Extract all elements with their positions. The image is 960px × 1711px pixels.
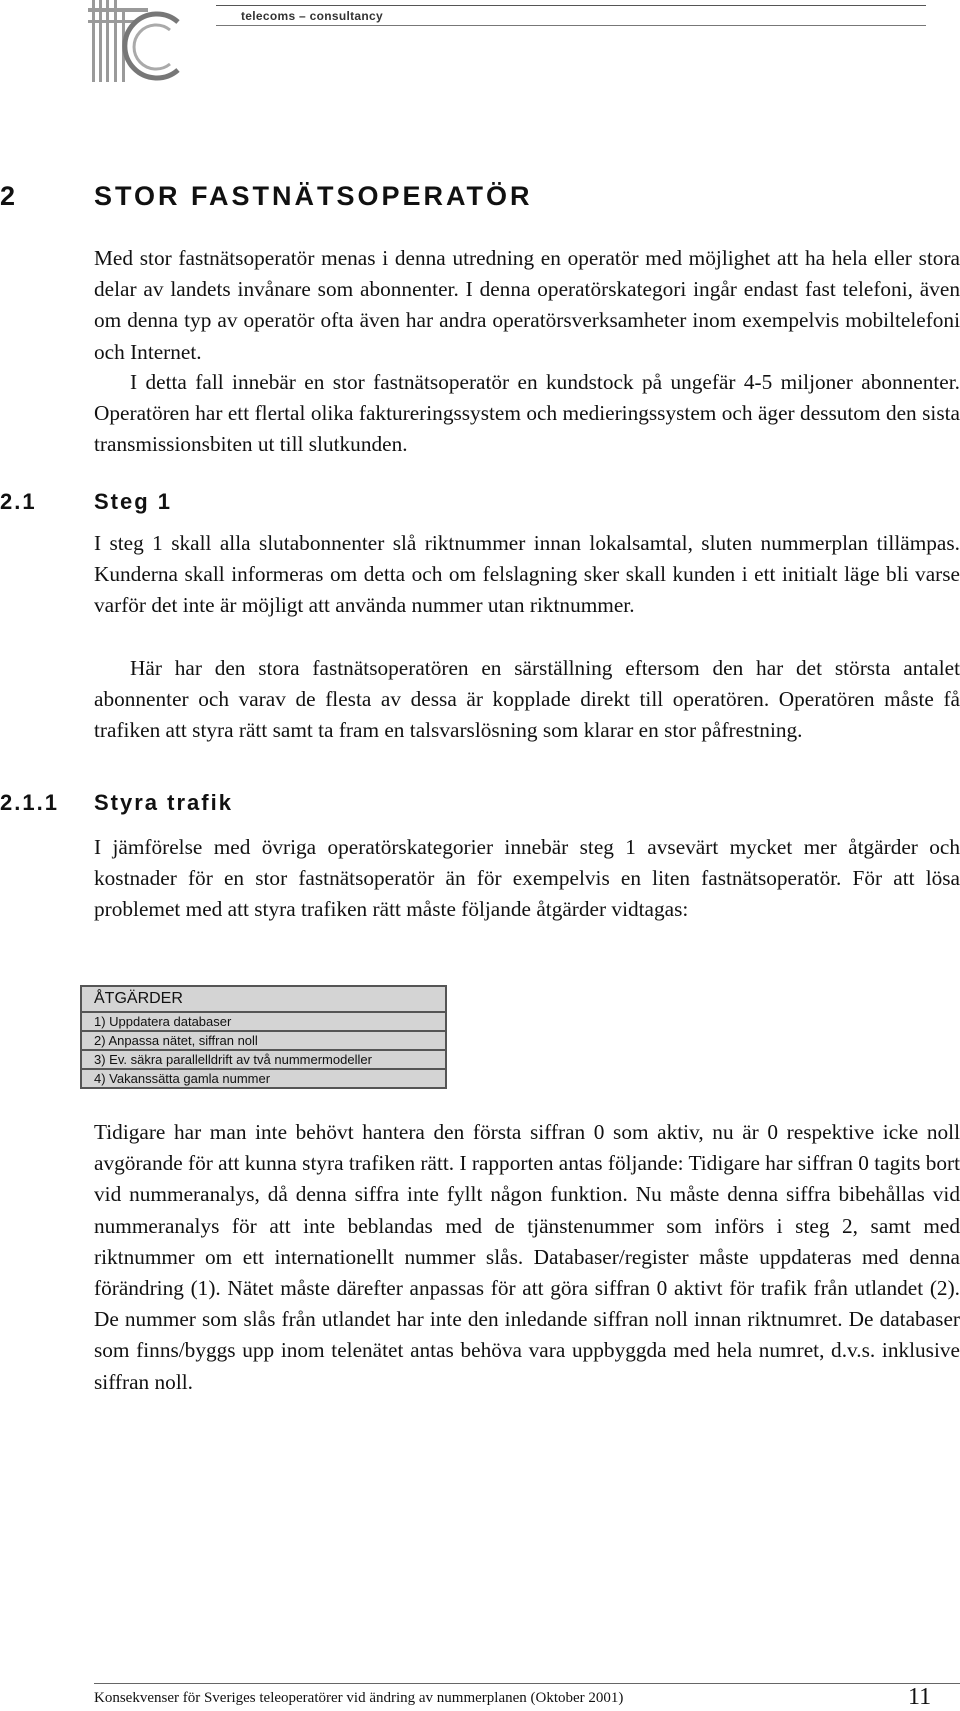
- page-header: [0, 0, 960, 90]
- measures-table-row: 3) Ev. säkra parallelldrift av två nummermodeller: [81, 1050, 446, 1069]
- subsubsection-title: Styra trafik: [94, 790, 233, 815]
- header-rule-bottom: [216, 25, 926, 26]
- company-logo: [88, 0, 186, 82]
- paragraph: Med stor fastnätsoperatör menas i denna utredning en operatör med möjlighet att ha hela eller stora delar av landets invånare som abonnenter. I denna operatörskategori ingår endast fast telefoni, även om denna typ av operatör ofta även har andra operatörsverksamheter inom exempelvis mobiltelefoni och Internet.: [94, 246, 960, 364]
- paragraph: Tidigare har man inte behövt hantera den första siffran 0 som aktiv, nu är 0 respektive icke noll avgörande för att kunna styra trafiken rätt. I rapporten antas följande: Tidigare har siffran 0 tagits bort vid nummeranalys, då denna siffra inte fyllt någon funktion. Nu måste denna siffra bibehållas vid nummeranalys för att inte beblandas med de tjänstenummer som införs i steg 2, samt med riktnummer om ett internationellt nummer slås. Databaser/register måste uppdateras med denna förändring (1). Nätet måste därefter anpassas för att göra siffran 0 aktivt för trafik från utlandet (2). De nummer som slås från utlandet har inte den inledande siffran noll innan riktnumret. De databaser som finns/byggs upp inom telenätet antas behöva vara uppbyggda med hela numret, d.v.s. inklusive siffran noll.: [94, 1120, 960, 1394]
- paragraph: I detta fall innebär en stor fastnätsoperatör en kundstock på ungefär 4-5 miljoner abonnenter. Operatören har ett flertal olika faktureringssystem och medieringssystem och äger dessutom den sista transmissionsbiten ut till slutkunden.: [94, 370, 960, 457]
- measures-table-row: 4) Vakanssätta gamla nummer: [81, 1069, 446, 1088]
- section-number: 2: [0, 181, 19, 211]
- measures-table-row: 1) Uppdatera databaser: [81, 1012, 446, 1031]
- header-tagline: telecoms – consultancy: [241, 9, 383, 23]
- footer-rule: [94, 1683, 960, 1684]
- subsection-number: 2.1: [0, 489, 37, 514]
- header-rule-top: [216, 5, 926, 6]
- footer-text: Konsekvenser för Sveriges teleoperatörer vid ändring av nummerplanen (Oktober 2001): [94, 1690, 624, 1706]
- section-title: STOR FASTNÄTSOPERATÖR: [94, 181, 533, 211]
- paragraph: I jämförelse med övriga operatörskategorier innebär steg 1 avsevärt mycket mer åtgärder och kostnader för en stor fastnätsoperatör än för exempelvis en liten fastnätsoperatör. För att lösa problemet med att styra trafiken rätt måste följande åtgärder vidtagas:: [94, 835, 960, 922]
- measures-table: [80, 985, 447, 1089]
- paragraph: I steg 1 skall alla slutabonnenter slå riktnummer innan lokalsamtal, sluten nummerplan tillämpas. Kunderna skall informeras om detta och om felslagning sker skall kunden i ett initialt läge bli varse varför det inte är möjligt att använda nummer utan riktnummer.: [94, 531, 960, 618]
- subsection-title: Steg 1: [94, 489, 173, 514]
- subsubsection-number: 2.1.1: [0, 790, 59, 815]
- paragraph: Här har den stora fastnätsoperatören en särställning eftersom den har det största antalet abonnenter och varav de flesta av dessa är kopplade direkt till operatören. Operatören måste få trafiken att styra rätt samt ta fram en talsvarslösning som klarar en stor påfrestning.: [94, 656, 960, 743]
- measures-table-header: ÅTGÄRDER: [81, 986, 446, 1012]
- measures-table-row: 2) Anpassa nätet, siffran noll: [81, 1031, 446, 1050]
- page-number: 11: [908, 1684, 932, 1710]
